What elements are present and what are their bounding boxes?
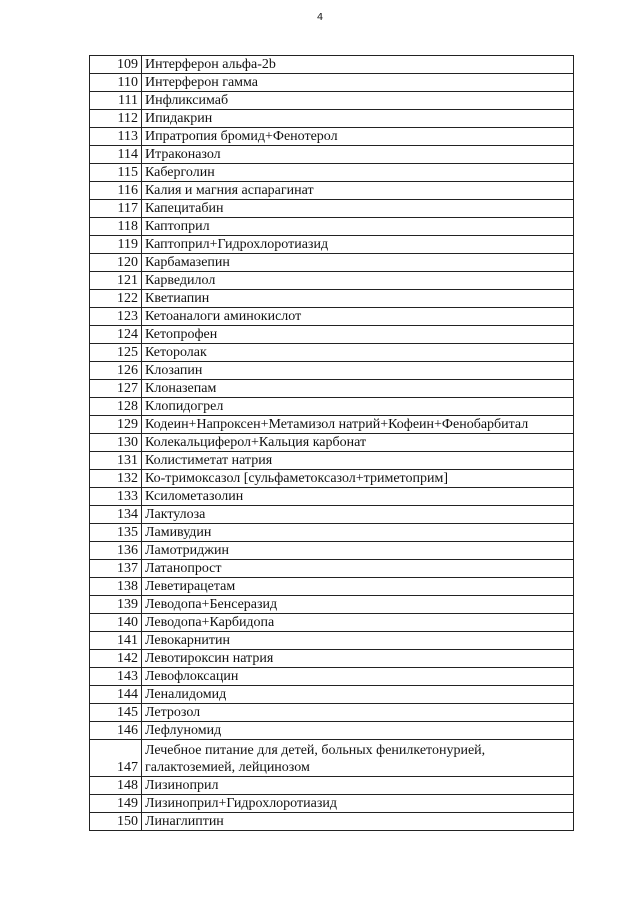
drug-name-cell: Клоназепам	[142, 380, 574, 398]
table-row	[90, 146, 574, 164]
row-number-cell: 145	[90, 704, 142, 722]
row-number-cell: 136	[90, 542, 142, 560]
drug-name-cell: Лизиноприл+Гидрохлоротиазид	[142, 795, 574, 813]
drug-name-cell: Кетопрофен	[142, 326, 574, 344]
row-number-cell: 125	[90, 344, 142, 362]
row-number-cell: 110	[90, 74, 142, 92]
row-number-cell: 133	[90, 488, 142, 506]
table-row	[90, 398, 574, 416]
row-number-cell: 144	[90, 686, 142, 704]
drug-name-cell: Кветиапин	[142, 290, 574, 308]
row-number-cell: 126	[90, 362, 142, 380]
page-number: 4	[316, 12, 324, 23]
drug-name-cell: Левокарнитин	[142, 632, 574, 650]
drug-name-cell: Леводопа+Бенсеразид	[142, 596, 574, 614]
drug-name-cell: Лефлуномид	[142, 722, 574, 740]
table-row	[90, 164, 574, 182]
row-number-cell: 130	[90, 434, 142, 452]
drug-name-cell: Ксилометазолин	[142, 488, 574, 506]
table-row	[90, 272, 574, 290]
table-row	[90, 200, 574, 218]
table-row	[90, 542, 574, 560]
table-row	[90, 434, 574, 452]
table-row	[90, 326, 574, 344]
drug-name-cell: Капецитабин	[142, 200, 574, 218]
row-number-cell: 112	[90, 110, 142, 128]
row-number-cell: 117	[90, 200, 142, 218]
table-row	[90, 813, 574, 831]
drug-name-cell: Итраконазол	[142, 146, 574, 164]
drug-name-cell: Леналидомид	[142, 686, 574, 704]
drug-name-cell: Кетоаналоги аминокислот	[142, 308, 574, 326]
drug-name-cell: Каберголин	[142, 164, 574, 182]
drug-name-cell: Кодеин+Напроксен+Метамизол натрий+Кофеин+Фенобарбитал	[142, 416, 574, 434]
row-number-cell: 115	[90, 164, 142, 182]
row-number-cell: 113	[90, 128, 142, 146]
drug-name-cell: Каптоприл+Гидрохлоротиазид	[142, 236, 574, 254]
row-number-cell: 138	[90, 578, 142, 596]
table-row	[90, 236, 574, 254]
drug-name-cell: Лизиноприл	[142, 777, 574, 795]
table-row	[90, 92, 574, 110]
drug-name-cell: Интерферон гамма	[142, 74, 574, 92]
drug-name-cell: Карведилол	[142, 272, 574, 290]
drug-name-cell: Каптоприл	[142, 218, 574, 236]
row-number-cell: 122	[90, 290, 142, 308]
table-row	[90, 308, 574, 326]
drug-name-cell: Латанопрост	[142, 560, 574, 578]
drug-name-cell: Интерферон альфа-2b	[142, 56, 574, 74]
table-row	[90, 182, 574, 200]
table-row	[90, 777, 574, 795]
row-number-cell: 134	[90, 506, 142, 524]
drug-name-cell: Колистиметат натрия	[142, 452, 574, 470]
drug-list-table	[89, 55, 574, 831]
drug-name-cell: Лактулоза	[142, 506, 574, 524]
table-row	[90, 218, 574, 236]
row-number-cell: 119	[90, 236, 142, 254]
drug-name-cell: Карбамазепин	[142, 254, 574, 272]
drug-name-cell: Левофлоксацин	[142, 668, 574, 686]
table-row	[90, 740, 574, 777]
row-number-cell: 149	[90, 795, 142, 813]
drug-name-cell: Линаглиптин	[142, 813, 574, 831]
table-row	[90, 344, 574, 362]
row-number-cell: 131	[90, 452, 142, 470]
table-row	[90, 578, 574, 596]
row-number-cell: 150	[90, 813, 142, 831]
row-number-cell: 109	[90, 56, 142, 74]
table-row	[90, 488, 574, 506]
row-number-cell: 146	[90, 722, 142, 740]
drug-name-cell: Ламотриджин	[142, 542, 574, 560]
drug-name-cell: Левотироксин натрия	[142, 650, 574, 668]
row-number-cell: 142	[90, 650, 142, 668]
table-row	[90, 452, 574, 470]
row-number-cell: 137	[90, 560, 142, 578]
drug-name-cell: Ипратропия бромид+Фенотерол	[142, 128, 574, 146]
row-number-cell: 139	[90, 596, 142, 614]
row-number-cell: 141	[90, 632, 142, 650]
row-number-cell: 124	[90, 326, 142, 344]
row-number-cell: 132	[90, 470, 142, 488]
row-number-cell: 121	[90, 272, 142, 290]
table-row	[90, 614, 574, 632]
table-row	[90, 470, 574, 488]
table-row	[90, 686, 574, 704]
table-row	[90, 74, 574, 92]
drug-name-cell: Ламивудин	[142, 524, 574, 542]
table-row	[90, 128, 574, 146]
drug-name-cell: Колекальциферол+Кальция карбонат	[142, 434, 574, 452]
table-row	[90, 290, 574, 308]
drug-name-cell: Леветирацетам	[142, 578, 574, 596]
table-row	[90, 56, 574, 74]
row-number-cell: 120	[90, 254, 142, 272]
table-body	[90, 56, 574, 831]
drug-name-cell: Летрозол	[142, 704, 574, 722]
drug-name-cell: Ко-тримоксазол [сульфаметоксазол+триметоприм]	[142, 470, 574, 488]
row-number-cell: 129	[90, 416, 142, 434]
row-number-cell: 128	[90, 398, 142, 416]
drug-name-cell: Леводопа+Карбидопа	[142, 614, 574, 632]
row-number-cell: 135	[90, 524, 142, 542]
drug-name-cell: Ипидакрин	[142, 110, 574, 128]
drug-name-cell: Кеторолак	[142, 344, 574, 362]
table-row	[90, 596, 574, 614]
row-number-cell: 123	[90, 308, 142, 326]
row-number-cell: 111	[90, 92, 142, 110]
row-number-cell: 147	[90, 740, 142, 777]
table-row	[90, 380, 574, 398]
row-number-cell: 140	[90, 614, 142, 632]
table-row	[90, 524, 574, 542]
table-row	[90, 110, 574, 128]
drug-name-cell: Клозапин	[142, 362, 574, 380]
table-row	[90, 650, 574, 668]
drug-name-cell: Лечебное питание для детей, больных фенилкетонурией, галактоземией, лейцинозом	[142, 740, 574, 777]
row-number-cell: 114	[90, 146, 142, 164]
row-number-cell: 143	[90, 668, 142, 686]
row-number-cell: 118	[90, 218, 142, 236]
table-row	[90, 722, 574, 740]
table-row	[90, 254, 574, 272]
drug-name-cell: Калия и магния аспарагинат	[142, 182, 574, 200]
row-number-cell: 127	[90, 380, 142, 398]
drug-name-cell: Инфликсимаб	[142, 92, 574, 110]
drug-name-cell: Клопидогрел	[142, 398, 574, 416]
row-number-cell: 148	[90, 777, 142, 795]
table-row	[90, 506, 574, 524]
table-row	[90, 795, 574, 813]
table-row	[90, 560, 574, 578]
row-number-cell: 116	[90, 182, 142, 200]
table-row	[90, 632, 574, 650]
table-row	[90, 416, 574, 434]
table-row	[90, 668, 574, 686]
table-row	[90, 704, 574, 722]
table-row	[90, 362, 574, 380]
